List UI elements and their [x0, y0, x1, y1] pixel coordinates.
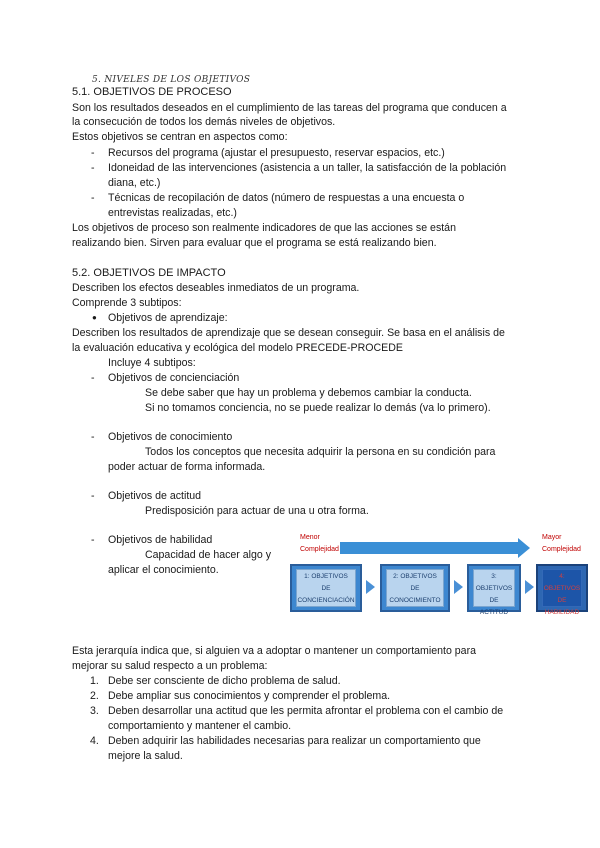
arrow-right-icon [518, 538, 530, 558]
s52-title: 5.2. OBJETIVOS DE IMPACTO [72, 267, 226, 279]
dash-marker: - [91, 490, 95, 502]
box4-line3: HABILIDAD [544, 609, 580, 616]
dash-marker: - [91, 162, 95, 174]
section-heading-handwritten: 5. NIVELES DE LOS OBJETIVOS [92, 75, 251, 85]
dash-marker: - [91, 534, 95, 546]
left-label-1: Menor [300, 534, 320, 541]
sub3-line1: Predisposición para actuar de una u otra forma. [145, 505, 369, 517]
box2-line2: DE [410, 585, 420, 592]
box3-line1: 3: OBJETIVOS [475, 573, 513, 592]
level-box-habilidad [536, 564, 588, 616]
box2-line3: CONOCIMIENTO [389, 597, 441, 604]
level-box-concienciacion [290, 564, 362, 612]
s51-bullet-3-line2: entrevistas realizadas, etc.) [108, 207, 237, 219]
sub2-title: Objetivos de conocimiento [108, 431, 233, 443]
left-label-2: Complejidad [300, 546, 339, 553]
right-label-1: Mayor [542, 534, 562, 541]
box1-line3: CONCIENCIACIÓN [297, 597, 355, 604]
dash-marker: - [91, 147, 95, 159]
bullet-dot: ● [92, 313, 97, 322]
conclusion-line2: mejorar su salud respecto a un problema: [72, 660, 268, 672]
box3-line3: ACTITUD [479, 609, 509, 616]
conclusion-item-1: Debe ser consciente de dicho problema de salud. [108, 675, 341, 687]
dash-marker: - [91, 372, 95, 384]
s51-p2: Estos objetivos se centran en aspectos como: [72, 131, 288, 143]
s51-p3-line1: Los objetivos de proceso son realmente indicadores de que las acciones se están [72, 222, 456, 234]
right-label-2: Complejidad [542, 546, 581, 553]
s51-p1-line1: Son los resultados deseados en el cumplimiento de las tareas del programa que conducen a [72, 102, 507, 114]
sub4-line1: Capacidad de hacer algo y [145, 549, 272, 561]
conclusion-item-3-line2: comportamiento y mantener el cambio. [108, 720, 292, 732]
s51-bullet-2-line2: diana, etc.) [108, 177, 161, 189]
arrow-right-icon [525, 580, 534, 594]
sub1-line2: Si no tomamos conciencia, no se puede realizar lo demás (va lo primero). [145, 402, 491, 414]
s52-dot-item: Objetivos de aprendizaje: [108, 312, 228, 324]
conclusion-item-2: Debe ampliar sus conocimientos y comprender el problema. [108, 690, 391, 702]
dash-marker: - [91, 192, 95, 204]
list-number: 2. [90, 690, 99, 702]
s51-p1-line2: la consecución de todos los demás niveles de objetivos. [72, 116, 336, 128]
complexity-arrow-bar [340, 542, 520, 554]
s52-p2: Comprende 3 subtipos: [72, 297, 182, 309]
sub4-title: Objetivos de habilidad [108, 534, 213, 546]
s52-p1: Describen los efectos deseables inmediatos de un programa. [72, 282, 360, 294]
dash-marker: - [91, 431, 95, 443]
box4-line2: DE [557, 597, 567, 604]
sub2-line1: Todos los conceptos que necesita adquirir la persona en su condición para [145, 446, 496, 458]
sub2-line2: poder actuar de forma informada. [108, 461, 266, 473]
level-box-actitud [467, 564, 521, 616]
s52-p3-line2: la evaluación educativa y ecológica del modelo PRECEDE-PROCEDE [72, 342, 403, 354]
box3-line2: DE [489, 597, 499, 604]
sub4-line2: aplicar el conocimiento. [108, 564, 219, 576]
sub3-title: Objetivos de actitud [108, 490, 202, 502]
s51-bullet-3-line1: Técnicas de recopilación de datos (número de respuestas a una encuesta o [108, 192, 465, 204]
arrow-right-icon [366, 580, 375, 594]
s52-p4: Incluye 4 subtipos: [108, 357, 196, 369]
conclusion-item-3-line1: Deben desarrollar una actitud que les permita afrontar el problema con el cambio de [108, 705, 504, 717]
box2-line1: 2: OBJETIVOS [393, 573, 437, 580]
level-box-conocimiento [380, 564, 450, 612]
arrow-right-icon [454, 580, 463, 594]
s51-bullet-2-line1: Idoneidad de las intervenciones (asistencia a un taller, la satisfacción de la población [108, 162, 507, 174]
sub1-title: Objetivos de concienciación [108, 372, 240, 384]
s51-bullet-1: Recursos del programa (ajustar el presupuesto, reservar espacios, etc.) [108, 147, 445, 159]
list-number: 4. [90, 735, 99, 747]
conclusion-item-4-line1: Deben adquirir las habilidades necesarias para realizar un comportamiento que [108, 735, 481, 747]
s52-p3-line1: Describen los resultados de aprendizaje que se desean conseguir. Se basa en el análisis de [72, 327, 505, 339]
complexity-diagram [290, 530, 585, 630]
s51-title: 5.1. OBJETIVOS DE PROCESO [72, 86, 232, 98]
list-number: 3. [90, 705, 99, 717]
sub1-line1: Se debe saber que hay un problema y debemos cambiar la conducta. [145, 387, 472, 399]
box1-line1: 1: OBJETIVOS [304, 573, 348, 580]
s51-p3-line2: realizando bien. Sirven para evaluar que el programa se está realizando bien. [72, 237, 437, 249]
list-number: 1. [90, 675, 99, 687]
box4-line1: 4: OBJETIVOS [543, 573, 581, 592]
conclusion-line1: Esta jerarquía indica que, si alguien va a adoptar o mantener un comportamiento para [72, 645, 476, 657]
conclusion-item-4-line2: mejore la salud. [108, 750, 183, 762]
box1-line2: DE [321, 585, 331, 592]
